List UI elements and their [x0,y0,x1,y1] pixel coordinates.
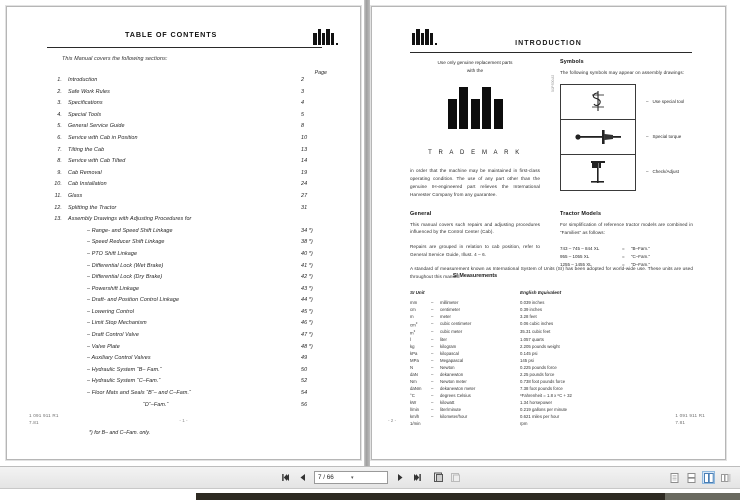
si-table-row [410,407,693,414]
toc-entry-label: “D“–Fam.“ [143,401,169,408]
si-dash [431,421,440,428]
continuous-view-button[interactable] [685,471,698,484]
toc-entry[interactable] [47,402,329,414]
toc-entry[interactable] [47,135,329,147]
toc-entry-page: 44 *) [301,297,313,304]
toc-entry[interactable] [47,297,329,309]
toc-entry[interactable] [47,378,329,390]
si-unit-symbol: 1/min [410,420,421,426]
trademark-paragraph: in order that the machine may be maintained in first-class operating condition. The use of any part other than the genuine IH-engineered part relieves the International Harvester Company from any guarantee. [410,167,540,197]
document-page-right[interactable] [371,6,726,460]
symbols-heading: Symbols [560,59,584,65]
page-number-input[interactable] [314,471,388,484]
toc-entry-page: 2 [301,77,305,83]
chevron-down-icon[interactable]: ▾ [351,474,354,481]
check-adjust-icon [586,159,610,185]
toc-entry[interactable] [47,367,329,379]
toc-entry-number: 6. [57,134,62,141]
symbol-label-text: Check/Adjust [652,168,680,174]
intro-right-column [551,59,693,269]
si-intro: A standard of measurement known as International System of Units (SI) has been adopted for world-wide use. These units are used throughout this manual. [410,266,693,279]
si-table-row [410,329,693,337]
toc-entry-page: 48 *) [301,343,313,350]
toc-entry-label: – Powershift Linkage [87,285,140,292]
footer-code: 1 091 911 R1 [29,412,59,418]
tractor-models-heading: Tractor Models [560,210,602,217]
si-unit-name: kilogram [440,344,457,350]
ih-trademark-logo-icon [448,87,503,129]
si-unit-name: dekanewton [440,372,464,378]
toc-entry[interactable] [47,320,329,332]
si-unit-name: kilopascal [440,351,459,357]
toc-entry[interactable] [47,355,329,367]
symbols-intro: The following symbols may appear on assembly drawings: [560,70,685,75]
si-dash: – [431,358,434,364]
si-table-row [410,393,693,400]
toc-entry[interactable] [47,390,329,402]
toc-entry-label: Cab Removal [68,169,102,176]
ih-logo-icon [313,29,338,45]
toc-entry-label: – Draft Control Valve [87,332,139,339]
si-unit-symbol: MPa [410,358,419,364]
si-english-equivalent: 0.39 inches [520,306,542,312]
toc-entry-number: 4. [57,111,62,118]
toc-entry-label: Splitting the Tractor [68,204,117,211]
viewer-toolbar [0,466,740,489]
si-english-equivalent: 0.039 inches [520,299,545,305]
toc-entry-label: Cab Installation [68,181,107,188]
toc-entry[interactable] [47,263,329,275]
symbol-label-text: Special torque [652,133,682,139]
toc-entry[interactable] [47,205,329,217]
si-unit-name: Newton [440,365,455,371]
first-page-button[interactable] [278,470,292,485]
toc-entry-label: – PTO Shift Linkage [87,250,138,257]
symbol-label-text: Use special tool [652,98,685,104]
si-unit-name: kilometer/hour [440,413,468,419]
toc-entry-page: 5 [301,111,305,118]
si-table-row [410,365,693,372]
symbols-label-list [646,84,706,189]
toc-entry-label: Specifications [68,100,103,107]
si-unit-symbol: kW [410,399,417,405]
si-dash: – [431,337,434,343]
toc-entry-page: 43 *) [301,285,313,292]
symbol-dash: – [646,98,649,104]
si-unit-name: millimeter [440,299,459,305]
symbol-label [646,154,706,189]
toc-entry[interactable] [47,216,329,228]
single-page-view-button[interactable] [668,471,681,484]
toc-entry-label: Introduction [68,77,98,83]
symbols-table [551,74,693,191]
general-paragraph-2: Repairs are grouped in relation to cab position, refer to General Service Guide, Illust. 4 – 6. [410,244,540,258]
page-number-value[interactable]: 7 / 66 [318,474,334,481]
toc-intro-line: This Manual covers the following sections: [62,56,168,62]
toc-entry-label: Safe Work Rules [68,88,110,95]
toc-entry-page: 13 [301,146,308,153]
tractor-model-equals: = [622,245,625,251]
toc-entry-label: – Differential Lock (Dry Brake) [87,274,163,281]
si-dash: – [431,320,434,326]
toc-entry[interactable] [47,158,329,170]
si-dash: – [431,379,434,385]
si-english-equivalent: 1.34 horsepower [520,399,553,405]
toc-entry-number: 1. [57,77,62,83]
toc-entry-label: – Valve Plate [87,343,120,350]
toc-entry-label: General Service Guide [68,123,125,130]
tractor-model-equals: = [622,253,625,259]
tractor-model-row [560,245,693,253]
tractor-model-range: 1255 – 1455 XL [560,261,592,267]
page-folio-right: - 2 - [388,418,397,423]
si-table-row [410,421,693,428]
si-unit-name: Megapascal [440,358,464,364]
page-spine-divider [364,0,370,466]
si-dash: – [431,329,434,335]
toc-entry-page: 3 [301,88,305,95]
toc-entry-page: 56 [301,401,308,408]
toc-entry-label: – Hydraulic System “C–Fam.“ [87,378,161,385]
intro-left-column [410,59,540,279]
si-dash: – [431,399,434,405]
toc-entry-number: 11. [54,192,62,199]
si-dash: – [431,406,434,412]
toc-entry-page: 49 [301,355,308,362]
toc-entry-label: Tilting the Cab [68,146,105,153]
toc-entry-label: – Lowering Control [87,308,135,315]
tractor-model-family: “C–Fam.“ [631,253,650,259]
genuine-parts-line-2: with the [466,67,484,73]
toc-entry-label: – Limit Stop Mechanism [87,320,147,327]
toc-entry-label: Service with Cab Tilted [68,158,126,165]
toc-entry-page: 47 *) [301,332,313,339]
toc-entry-number: 12. [54,204,62,211]
toc-entry-page: 38 *) [301,239,313,246]
two-page-view-button[interactable] [702,471,715,484]
si-unit-symbol: l [410,337,411,343]
toc-entry-label: – Floor Mats and Seals “B“– and C–Fam.“ [87,390,191,397]
toc-entry-label: – Speed Reducer Shift Linkage [87,239,165,246]
toc-entry-label: Service with Cab in Position [68,134,138,141]
fit-width-button[interactable] [448,470,462,485]
taskbar-left-area [0,493,196,500]
si-table-row [410,300,693,307]
si-table-row [410,351,693,358]
toc-entry[interactable] [47,344,329,356]
si-unit-name [440,421,520,428]
toc-entry-label: Glass [68,192,83,199]
si-dash: – [431,344,434,350]
si-english-equivalent: 145 psi [520,358,534,364]
si-unit-symbol: mm [410,299,418,305]
genuine-parts-line-1: Use only genuine replacement parts [437,60,513,65]
si-table-row [410,386,693,393]
si-english-equivalent: 7.38 foot pounds force [520,386,563,392]
si-unit-symbol: °C [410,393,415,399]
toc-entry-label: Special Tools [68,111,102,118]
si-table-row [410,372,693,379]
introduction-page-content [372,7,725,459]
page-footer-right [675,412,705,426]
page-footer-left [29,412,59,426]
si-unit-symbol: daNm [410,386,422,392]
toc-entry-page: 52 [301,378,308,385]
si-unit-symbol: kPa [410,351,418,357]
si-table-row [410,307,693,314]
toc-entry[interactable] [47,147,329,159]
si-unit-name: dekanewton meter [440,386,476,392]
toc-entry-page: 19 [301,169,308,176]
trademark-label: T R A D E M A R K [428,149,522,156]
symbol-label [646,84,706,119]
si-dash: – [431,313,434,319]
symbols-box [560,84,636,191]
header-rule [410,52,692,53]
si-table-row [410,400,693,407]
toc-entry-list [47,77,329,413]
toc-entry-label: – Range- and Speed Shift Linkage [87,227,173,234]
footer-date: 7.81 [675,419,686,425]
si-table-row [410,321,693,329]
si-unit-name: degrees Celsius [440,393,471,399]
si-unit-symbol: $m^3$ [410,329,416,336]
si-unit-symbol: kg [410,344,415,350]
toc-header [25,30,345,39]
si-english-equivalent: 2.205 pounds weight [520,344,560,350]
si-english-equivalent: 0.621 miles per hour [520,413,560,419]
si-unit-symbol: l/min [410,406,420,412]
toc-entry-label: – Draft- and Position Control Linkage [87,297,180,304]
toc-entry[interactable] [47,181,329,193]
toc-entry[interactable] [47,332,329,344]
toc-entry-number: 10. [54,181,62,188]
toc-entry-number: 13. [54,216,62,223]
toc-entry-page: 10 [301,134,308,141]
toc-entry-page: 41 *) [301,262,313,269]
toc-entry-page: 45 *) [301,308,313,315]
symbol-cell-special-tool [561,85,635,120]
toc-entry-page: 4 [301,100,305,107]
toc-entry[interactable] [47,251,329,263]
si-table-row [410,358,693,365]
si-english-equivalent: ºFahrenheit = 1.8 x ºC + 32 [520,393,572,399]
toc-entry[interactable] [47,123,329,135]
toc-entry[interactable] [47,239,329,251]
toc-entry[interactable] [47,77,329,89]
symbol-dash: – [646,133,649,139]
toc-entry-label: Assembly Drawings with Adjusting Procedures for [68,216,192,223]
si-unit-name: meter [440,313,451,319]
symbol-dash: – [646,168,649,174]
si-unit-symbol: cm [410,306,416,312]
si-dash: – [431,372,434,378]
book-view-button[interactable] [719,471,732,484]
torque-wrench-icon [573,128,623,146]
general-paragraph-1: This manual covers such repairs and adjusting procedures influenced by the Control Center (Cab). [410,221,540,235]
toc-entry-number: 9. [57,169,62,176]
toc-entry-number: 8. [57,158,62,165]
si-dash: – [431,306,434,312]
toc-entry-page: 27 [301,192,308,199]
toc-entry[interactable] [47,309,329,321]
toc-entry-page: 40 *) [301,250,313,257]
si-unit-name: centimeter [440,306,461,312]
si-unit-name: kilowatt [440,399,455,405]
toc-entry[interactable] [47,286,329,298]
toc-footnote: *) for B– and C–Fam. only. [89,430,151,436]
toc-entry[interactable] [47,89,329,101]
toc-entry[interactable] [47,112,329,124]
toc-entry-label: – Differential Lock (Wet Brake) [87,262,164,269]
si-dash: – [431,413,434,419]
si-table-row [410,379,693,386]
toc-entry-page: 24 [301,181,308,188]
previous-page-button[interactable] [295,470,309,485]
taskbar-right-area [665,493,740,500]
page-title: INTRODUCTION [515,40,582,47]
toc-entry-number: 5. [57,123,62,130]
si-unit-symbol: Nm [410,379,417,385]
si-english-equivalent: 1.057 quarts [520,337,544,343]
si-dash: – [431,393,434,399]
symbol-cell-special-torque [561,120,635,155]
toc-entry[interactable] [47,170,329,182]
toc-entry[interactable] [47,228,329,240]
si-unit-symbol: $cm^3$ [410,320,418,328]
symbol-label [646,119,706,154]
tractor-model-equals: = [622,261,625,267]
tractor-model-range: 743 – 745 – 844 XL [560,245,600,251]
page-navigation-group [278,470,462,485]
symbol-cell-check-adjust [561,155,635,190]
si-unit-name: cubic centimeter [440,320,472,326]
si-dash: – [431,365,434,371]
toc-entry-page: 54 [301,390,308,397]
tractor-model-range: 955 – 1055 XL [560,253,590,259]
si-column-header-english: English Equivalent [520,289,562,295]
tractor-model-family: “D–Fam.“ [631,261,650,267]
special-tool-icon [587,90,609,114]
si-english-equivalent: 3.28 feet [520,313,537,319]
tractor-models-intro: For simplification of reference tractor models are combined in “Families“ as follows: [560,221,693,235]
toc-entry-page: 50 [301,366,308,373]
si-english-equivalent: rpm [520,420,528,426]
toc-entry-number: 7. [57,146,62,153]
si-unit-name: Newton meter [440,379,467,385]
si-unit-name: liter/minute [440,406,462,412]
toc-entry-page: 34 *) [301,227,313,234]
si-english-equivalent: 0.219 gallons per minute [520,406,568,412]
si-measurements-block [410,265,693,428]
si-table-row [410,337,693,344]
document-page-left[interactable] [6,6,361,460]
si-table-row [410,314,693,321]
toc-entry-page: 14 [301,158,308,165]
next-page-button[interactable] [393,470,407,485]
si-english-equivalent: 0.738 foot pounds force [520,379,566,385]
toc-entry[interactable] [47,274,329,286]
si-table-header [410,290,693,295]
trademark-logo-container [410,87,540,134]
si-unit-symbol: km/h [410,413,420,419]
si-unit-symbol: daN [410,372,418,378]
fit-page-button[interactable] [431,470,445,485]
footer-code: 1 091 911 R1 [675,412,705,418]
si-english-equivalent: 0.06 cubic inches [520,320,554,326]
toc-page-content [7,7,360,459]
si-english-equivalent: 0.225 pounds force [520,365,557,371]
symbols-side-caption: 5/JPS00-82 [551,74,555,92]
si-table-rows [410,300,693,428]
toc-entry-number: 3. [57,100,62,107]
view-mode-group [668,471,732,484]
toc-entry-page: 8 [301,123,305,130]
tractor-model-family: “B–Fam.“ [631,245,650,251]
si-measurements-heading: SI Measurements [452,273,498,280]
toc-entry-number: 2. [57,88,62,95]
toc-entry[interactable] [47,193,329,205]
footer-date: 7.81 [29,419,39,425]
si-column-header-unit: SI Unit [410,289,425,295]
toc-entry-label: – Auxiliary Control Valves [87,355,151,362]
si-table-row [410,414,693,421]
header-rule [47,47,322,48]
si-english-equivalent: 2.25 pounds force [520,372,555,378]
general-heading: General [410,210,432,217]
toc-entry-label: – Hydraulic System “B– Fam.“ [87,366,162,373]
si-dash: – [431,351,434,357]
toc-entry-page: 31 [301,204,308,211]
si-unit-name: liter [440,337,447,343]
page-folio-left: - 1 - [179,418,188,423]
si-dash: – [431,299,434,305]
si-english-equivalent: 0.145 psi [520,351,538,357]
si-unit-symbol: m [410,313,414,319]
tractor-model-row [560,253,693,261]
toc-page-column-header: Page [314,70,327,76]
si-dash: – [431,386,434,392]
toc-entry[interactable] [47,100,329,112]
si-table-row [410,344,693,351]
page-title: TABLE OF CONTENTS [125,30,218,39]
toc-entry-page: 42 *) [301,274,313,281]
si-english-equivalent: 35.31 cubic feet [520,329,551,335]
si-unit-name: cubic meter [440,329,463,335]
si-unit-symbol: N [410,365,414,371]
toc-entry-page: 46 *) [301,320,313,327]
last-page-button[interactable] [410,470,424,485]
